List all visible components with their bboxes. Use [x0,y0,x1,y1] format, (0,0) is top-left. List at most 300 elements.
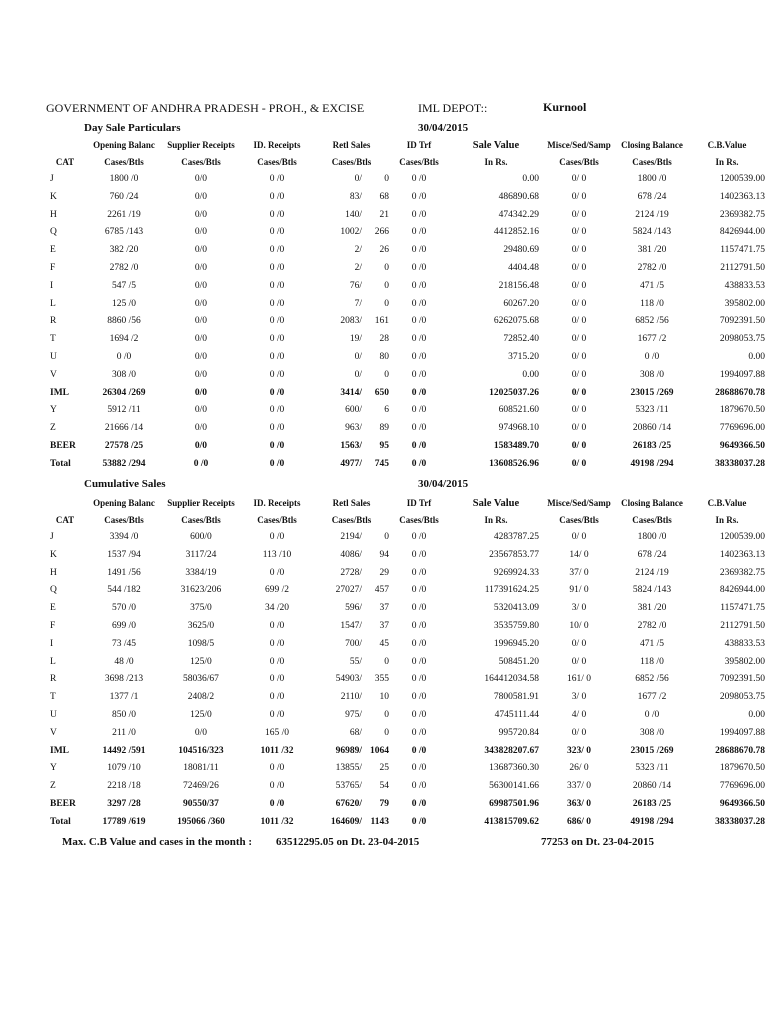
opening-balance-cell: 544 /182 [107,585,141,596]
closing-balance-cell: 1677 /2 [637,334,667,345]
id-transfer-cell: 0 /0 [411,262,427,273]
id-transfer-cell: 0 /0 [411,245,427,256]
retail-sales-bottles-cell: 26 [379,245,389,256]
column-header: Retl Sales [332,140,371,150]
retail-sales-cases-cell: 1002/ [340,227,362,238]
cb-value-cell: 8426944.00 [719,227,765,238]
cb-value-cell: 2098053.75 [719,692,765,703]
category-cell: E [50,245,56,256]
opening-balance-cell: 2782 /0 [109,262,139,273]
table-row [44,636,765,654]
sale-value-cell: 995720.84 [498,727,539,738]
cb-value-cell: 28688670.78 [715,745,765,756]
id-receipts-cell: 0 /0 [269,387,285,398]
misc-cell: 91/ 0 [569,585,589,596]
cumulative-sales-header [44,495,765,529]
closing-balance-cell: 20860 /14 [632,781,672,792]
opening-balance-cell: 1694 /2 [109,334,139,345]
closing-balance-cell: 381 /20 [637,245,667,256]
opening-balance-cell: 760 /24 [109,191,139,202]
column-header: In Rs. [715,157,739,167]
column-header: Cases/Btls [104,515,144,525]
id-transfer-cell: 0 /0 [411,532,427,542]
column-header: Cases/Btls [399,157,439,167]
id-receipts-cell: 0 /0 [269,440,285,451]
cb-value-cell: 438833.53 [724,638,765,649]
table-row [44,313,765,331]
table-row [44,778,765,796]
id-transfer-cell: 0 /0 [411,369,427,380]
retail-sales-cases-cell: 53765/ [335,781,362,792]
id-transfer-cell: 0 /0 [411,638,427,649]
opening-balance-cell: 1377 /1 [109,692,139,703]
id-receipts-cell: 699 /2 [264,585,289,596]
id-transfer-cell: 0 /0 [411,423,427,434]
supplier-receipts-cell: 600/0 [190,532,212,542]
closing-balance-cell: 23015 /269 [630,387,674,398]
report-title: GOVERNMENT OF ANDHRA PRADESH - PROH., & EXCISE [46,101,365,115]
id-transfer-cell: 0 /0 [411,209,427,220]
column-header: Cases/Btls [632,157,672,167]
sale-value-cell: 5320413.09 [493,603,539,614]
cb-value-cell: 2112791.50 [720,262,765,273]
retail-sales-bottles-cell: 68 [379,191,389,202]
misc-cell: 10/ 0 [569,620,589,631]
retail-sales-bottles-cell: 89 [379,423,389,434]
misc-cell: 0/ 0 [571,638,587,649]
cb-value-cell: 1994097.88 [719,727,765,738]
retail-sales-bottles-cell: 28 [379,334,389,345]
closing-balance-cell: 308 /0 [639,369,664,380]
retail-sales-cases-cell: 68/ [349,727,362,738]
day-sales-title: Day Sale Particulars [84,122,181,134]
supplier-receipts-cell: 0/0 [194,440,208,451]
retail-sales-cases-cell: 67620/ [335,798,362,809]
table-row [44,796,765,814]
misc-cell: 0/ 0 [571,280,587,291]
retail-sales-cases-cell: 2728/ [340,567,362,578]
supplier-receipts-cell: 125/0 [190,709,212,720]
header-row [44,154,765,171]
misc-cell: 0/ 0 [571,174,587,184]
cb-value-cell: 7769696.00 [719,423,765,434]
category-cell: K [50,191,57,202]
cb-value-cell: 438833.53 [724,280,765,291]
id-receipts-cell: 0 /0 [269,620,285,631]
cb-value-cell: 2369382.75 [719,567,765,578]
table-row [44,529,765,547]
supplier-receipts-cell: 0 /0 [193,458,209,469]
sale-value-cell: 3535759.80 [493,620,539,631]
category-cell: U [50,351,57,362]
retail-sales-cases-cell: 1547/ [340,620,362,631]
opening-balance-cell: 8860 /56 [107,316,141,327]
sale-value-cell: 117391624.25 [484,585,539,596]
sale-value-cell: 6262075.68 [493,316,539,327]
retail-sales-cases-cell: 83/ [349,191,362,202]
cb-value-cell: 7769696.00 [719,781,765,792]
category-cell: T [50,334,56,345]
retail-sales-bottles-cell: 266 [374,227,389,238]
opening-balance-cell: 2261 /19 [107,209,141,220]
opening-balance-cell: 547 /5 [111,280,136,291]
closing-balance-cell: 6852 /56 [635,674,669,685]
retail-sales-cases-cell: 140/ [345,209,362,220]
table-row [44,367,765,385]
sale-value-cell: 13608526.96 [489,458,539,469]
day-sales-date: 30/04/2015 [418,122,469,134]
column-header: Misce/Sed/Samp [547,498,611,508]
table-row [44,760,765,778]
column-header: Opening Balanc [93,498,155,508]
opening-balance-cell: 1491 /56 [107,567,141,578]
retail-sales-bottles-cell: 79 [379,798,389,809]
column-header: Cases/Btls [257,515,297,525]
closing-balance-cell: 1800 /0 [637,532,667,542]
column-header: Sale Value [472,140,520,151]
table-row [44,743,765,761]
misc-cell: 0/ 0 [571,245,587,256]
id-receipts-cell: 113 /10 [262,549,292,560]
sale-value-cell: 608521.60 [498,405,539,416]
category-cell: J [50,532,54,542]
misc-cell: 0/ 0 [571,387,587,398]
id-receipts-cell: 0 /0 [269,245,285,256]
closing-balance-cell: 5824 /143 [632,227,672,238]
day-sales-body [44,171,765,474]
id-transfer-cell: 0 /0 [411,585,427,596]
retail-sales-bottles-cell: 650 [374,387,389,398]
category-cell: Q [50,585,57,596]
retail-sales-cases-cell: 27027/ [335,585,362,596]
opening-balance-cell: 27578 /25 [104,440,144,451]
supplier-receipts-cell: 0/0 [194,280,208,291]
depot-label: IML DEPOT:: [418,101,488,115]
table-row [44,260,765,278]
id-receipts-cell: 0 /0 [269,692,285,703]
id-receipts-cell: 0 /0 [269,316,285,327]
cb-value-cell: 38338037.28 [715,458,765,469]
supplier-receipts-cell: 375/0 [190,603,212,614]
misc-cell: 0/ 0 [571,227,587,238]
footer-max-cases: 77253 on Dt. 23-04-2015 [541,836,655,848]
supplier-receipts-cell: 0/0 [194,262,208,273]
closing-balance-cell: 0 /0 [644,709,660,720]
table-row [44,582,765,600]
category-cell: Q [50,227,57,238]
id-transfer-cell: 0 /0 [411,692,427,703]
closing-balance-cell: 308 /0 [639,727,664,738]
misc-cell: 4/ 0 [571,709,587,720]
table-row [44,707,765,725]
table-row [44,814,765,832]
retail-sales-bottles-cell: 95 [379,440,389,451]
id-transfer-cell: 0 /0 [411,191,427,202]
category-cell: H [50,209,57,220]
retail-sales-bottles-cell: 1064 [370,745,389,756]
misc-cell: 26/ 0 [569,763,589,774]
opening-balance-cell: 5912 /11 [107,405,141,416]
category-cell: Total [50,458,71,469]
misc-cell: 14/ 0 [569,549,589,560]
id-receipts-cell: 0 /0 [269,567,285,578]
supplier-receipts-cell: 2408/2 [187,692,215,703]
id-receipts-cell: 0 /0 [269,763,285,774]
sale-value-cell: 4412852.16 [493,227,539,238]
supplier-receipts-cell: 31623/206 [180,585,222,596]
table-row [44,242,765,260]
supplier-receipts-cell: 0/0 [194,227,208,238]
cb-value-cell: 9649366.50 [719,440,765,451]
retail-sales-cases-cell: 963/ [345,423,362,434]
id-transfer-cell: 0 /0 [411,727,427,738]
retail-sales-cases-cell: 4977/ [340,458,362,469]
column-header: Retl Sales [332,498,371,508]
sale-value-cell: 69987501.96 [489,798,539,809]
opening-balance-cell: 26304 /269 [102,387,146,398]
misc-cell: 0/ 0 [571,298,587,309]
misc-cell: 0/ 0 [571,405,587,416]
id-receipts-cell: 0 /0 [269,227,285,238]
id-receipts-cell: 0 /0 [269,798,285,809]
sale-value-cell: 9269924.33 [493,567,539,578]
sale-value-cell: 72852.40 [503,334,539,345]
id-receipts-cell: 0 /0 [269,638,285,649]
retail-sales-cases-cell: 76/ [349,280,362,291]
retail-sales-bottles-cell: 80 [379,351,389,362]
opening-balance-cell: 48 /0 [114,656,134,667]
retail-sales-cases-cell: 55/ [349,656,362,667]
id-receipts-cell: 0 /0 [269,298,285,309]
table-row [44,402,765,420]
column-header: CAT [55,515,75,525]
day-sales-table [44,137,765,474]
category-cell: BEER [50,798,76,809]
sale-value-cell: 0.00 [522,174,539,184]
category-cell: J [50,174,54,184]
supplier-receipts-cell: 0/0 [194,334,208,345]
closing-balance-cell: 2782 /0 [637,262,667,273]
cb-value-cell: 38338037.28 [715,816,765,827]
table-row [44,331,765,349]
column-header: In Rs. [484,515,508,525]
id-receipts-cell: 0 /0 [269,369,285,380]
opening-balance-cell: 211 /0 [112,727,136,738]
retail-sales-cases-cell: 54903/ [335,674,362,685]
cb-value-cell: 1879670.50 [719,405,765,416]
column-header: C.B.Value [707,498,747,508]
cb-value-cell: 395802.00 [724,298,765,309]
category-cell: I [50,638,54,649]
category-cell: F [50,262,56,273]
column-header [44,495,86,512]
cb-value-cell: 1200539.00 [719,532,765,542]
supplier-receipts-cell: 0/0 [194,405,208,416]
cb-value-cell: 28688670.78 [715,387,765,398]
category-cell: F [50,620,56,631]
misc-cell: 323/ 0 [566,745,591,756]
cb-value-cell: 8426944.00 [719,585,765,596]
sale-value-cell: 60267.20 [503,298,539,309]
category-cell: Z [50,423,56,434]
opening-balance-cell: 2218 /18 [107,781,141,792]
cb-value-cell: 1994097.88 [719,369,765,380]
sale-value-cell: 4283787.25 [493,532,539,542]
category-cell: Y [50,405,57,416]
misc-cell: 686/ 0 [566,816,591,827]
opening-balance-cell: 53882 /294 [102,458,146,469]
cb-value-cell: 7092391.50 [719,674,765,685]
id-receipts-cell: 0 /0 [269,532,285,542]
supplier-receipts-cell: 0/0 [194,423,208,434]
sale-value-cell: 0.00 [522,369,539,380]
retail-sales-bottles-cell: 161 [374,316,389,327]
column-header: ID. Receipts [253,140,301,150]
retail-sales-bottles-cell: 1143 [370,816,389,827]
id-transfer-cell: 0 /0 [411,387,427,398]
misc-cell: 161/ 0 [566,674,591,685]
table-row [44,278,765,296]
id-receipts-cell: 0 /0 [269,209,285,220]
misc-cell: 0/ 0 [571,191,587,202]
closing-balance-cell: 49198 /294 [630,816,674,827]
id-transfer-cell: 0 /0 [411,620,427,631]
id-transfer-cell: 0 /0 [411,567,427,578]
id-transfer-cell: 0 /0 [411,656,427,667]
closing-balance-cell: 1800 /0 [637,174,667,184]
retail-sales-bottles-cell: 37 [379,620,389,631]
id-receipts-cell: 0 /0 [269,351,285,362]
cumulative-sales-title: Cumulative Sales [84,478,166,490]
cb-value-cell: 1157471.75 [720,245,765,256]
id-transfer-cell: 0 /0 [411,174,427,184]
retail-sales-bottles-cell: 29 [379,567,389,578]
id-receipts-cell: 1011 /32 [260,816,294,827]
opening-balance-cell: 1537 /94 [107,549,141,560]
misc-cell: 37/ 0 [569,567,589,578]
retail-sales-cases-cell: 96989/ [335,745,362,756]
retail-sales-cases-cell: 0/ [354,351,362,362]
supplier-receipts-cell: 90550/37 [183,798,219,809]
footer-max-value: 63512295.05 on Dt. 23-04-2015 [276,836,420,848]
retail-sales-cases-cell: 4086/ [340,549,362,560]
column-header: Supplier Receipts [167,498,235,508]
id-transfer-cell: 0 /0 [411,351,427,362]
supplier-receipts-cell: 0/0 [194,174,208,184]
misc-cell: 363/ 0 [566,798,591,809]
table-row [44,547,765,565]
sale-value-cell: 12025037.26 [489,387,539,398]
closing-balance-cell: 5323 /11 [635,405,669,416]
supplier-receipts-cell: 0/0 [194,351,208,362]
supplier-receipts-cell: 0/0 [194,387,208,398]
retail-sales-bottles-cell: 0 [384,532,389,542]
supplier-receipts-cell: 104516/323 [178,745,224,756]
id-transfer-cell: 0 /0 [411,405,427,416]
category-cell: BEER [50,440,76,451]
misc-cell: 337/ 0 [566,781,591,792]
opening-balance-cell: 1800 /0 [109,174,139,184]
retail-sales-bottles-cell: 45 [379,638,389,649]
id-receipts-cell: 0 /0 [269,334,285,345]
column-header: Cases/Btls [559,515,599,525]
closing-balance-cell: 6852 /56 [635,316,669,327]
category-cell: L [50,298,56,309]
retail-sales-cases-cell: 2194/ [340,532,362,542]
cumulative-sales-body [44,529,765,832]
supplier-receipts-cell: 0/0 [194,298,208,309]
opening-balance-cell: 382 /20 [109,245,139,256]
supplier-receipts-cell: 0/0 [194,727,208,738]
id-transfer-cell: 0 /0 [411,709,427,720]
id-receipts-cell: 0 /0 [269,423,285,434]
sale-value-cell: 508451.20 [498,656,539,667]
column-header: Cases/Btls [331,515,372,525]
column-header: Closing Balance [621,498,683,508]
sale-value-cell: 1996945.20 [493,638,539,649]
category-cell: V [50,727,57,738]
opening-balance-cell: 3297 /28 [107,798,141,809]
cb-value-cell: 0.00 [748,709,765,720]
id-receipts-cell: 165 /0 [264,727,289,738]
retail-sales-bottles-cell: 355 [374,674,389,685]
id-receipts-cell: 0 /0 [269,674,285,685]
sale-value-cell: 4745111.44 [494,709,539,720]
retail-sales-cases-cell: 700/ [345,638,362,649]
closing-balance-cell: 5323 /11 [635,763,669,774]
opening-balance-cell: 3394 /0 [109,532,139,542]
misc-cell: 0/ 0 [571,458,587,469]
id-receipts-cell: 0 /0 [269,656,285,667]
opening-balance-cell: 850 /0 [111,709,136,720]
retail-sales-cases-cell: 0/ [354,369,362,380]
column-header [44,137,86,154]
closing-balance-cell: 1677 /2 [637,692,667,703]
column-header: Closing Balance [621,140,683,150]
cb-value-cell: 2112791.50 [720,620,765,631]
column-header: ID Trf [406,140,432,150]
header-row [44,495,765,512]
depot-name: Kurnool [543,100,587,114]
id-transfer-cell: 0 /0 [411,781,427,792]
id-transfer-cell: 0 /0 [411,440,427,451]
misc-cell: 0/ 0 [571,334,587,345]
id-transfer-cell: 0 /0 [411,227,427,238]
table-row [44,618,765,636]
supplier-receipts-cell: 72469/26 [183,781,219,792]
supplier-receipts-cell: 0/0 [194,245,208,256]
misc-cell: 3/ 0 [571,692,587,703]
misc-cell: 0/ 0 [571,727,587,738]
id-transfer-cell: 0 /0 [411,674,427,685]
sale-value-cell: 164412034.58 [484,674,539,685]
retail-sales-cases-cell: 13855/ [335,763,362,774]
column-header: Sale Value [472,498,520,509]
supplier-receipts-cell: 0/0 [194,316,208,327]
closing-balance-cell: 20860 /14 [632,423,672,434]
retail-sales-bottles-cell: 0 [384,280,389,291]
cb-value-cell: 1200539.00 [719,174,765,184]
retail-sales-cases-cell: 975/ [345,709,362,720]
id-receipts-cell: 0 /0 [269,458,285,469]
sale-value-cell: 218156.48 [498,280,539,291]
category-cell: Total [50,816,71,827]
table-row [44,296,765,314]
cumulative-sales-table [44,495,765,832]
closing-balance-cell: 2782 /0 [637,620,667,631]
retail-sales-bottles-cell: 0 [384,656,389,667]
supplier-receipts-cell: 0/0 [194,209,208,220]
